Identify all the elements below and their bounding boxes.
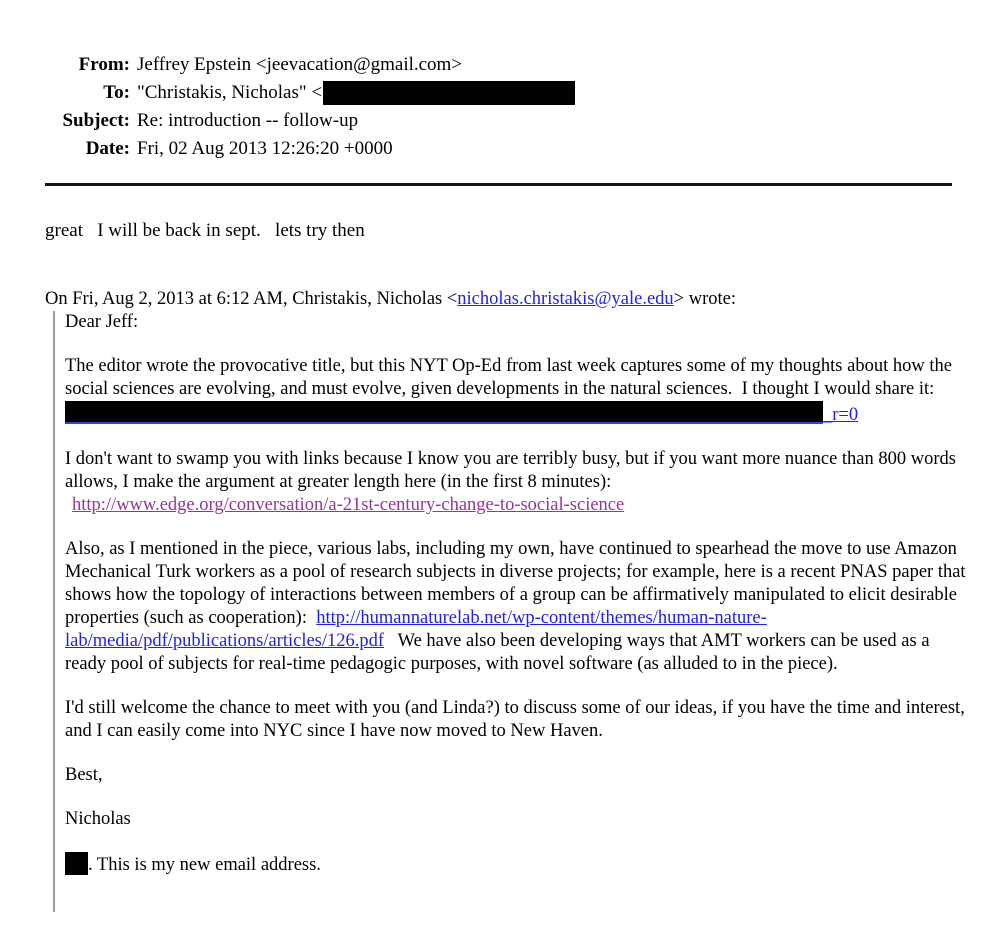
header-field-label: Date: <box>85 138 130 159</box>
header-row-subject <box>0 107 1000 135</box>
closing: Best, <box>65 765 103 785</box>
sender-email-link[interactable]: nicholas.christakis@yale.edu <box>457 289 674 309</box>
reply-text: great I will be back in sept. lets try then <box>45 220 365 241</box>
pnas-pdf-link[interactable]: http://humannaturelab.net/wp-content/themes/human-nature-lab/media/pdf/publications/articles/126.pdf <box>65 608 767 651</box>
header-field-label: Subject: <box>62 110 130 131</box>
quote-attribution <box>45 288 980 311</box>
greeting: Dear Jeff: <box>65 312 139 332</box>
paragraph-amt <box>65 538 970 676</box>
header-divider <box>45 183 952 186</box>
paragraph-meeting: I'd still welcome the chance to meet with you (and Linda?) to discuss some of our ideas, if you have the time and interest, and I can easily come into NYC since I have now moved to New Haven. <box>65 698 970 741</box>
redaction-bar <box>65 401 823 424</box>
paragraph-text: I don't want to swamp you with links because I know you are terribly busy, but if you want more nuance than 800 words allows, I make the argument at greater length here (in the first 8 minutes): <box>65 449 961 492</box>
header-field-value <box>137 79 575 107</box>
attribution-suffix: > wrote: <box>673 289 736 309</box>
ps-line <box>65 852 970 877</box>
paragraph-text: We have also been developing ways that AMT workers can be used as a ready pool of subjects for real-time pedagogic purposes, with novel software (as alluded to in the piece). <box>65 631 935 674</box>
header-field-value: Re: introduction -- follow-up <box>137 110 359 131</box>
redaction-square <box>65 852 88 875</box>
paragraph-text: Also, as I mentioned in the piece, various labs, including my own, have continued to spearhead the move to use Amazon Mechanical Turk workers as a pool of research subjects in diverse projects; for example, here is a recent PNAS paper that shows how the topology of interactions between members of a group can be affirmatively manipulated to elicit desirable properties (such as cooperation): <box>65 539 971 628</box>
header-field-label: To: <box>103 82 130 103</box>
header-row-to <box>0 79 1000 107</box>
to-value-text: "Christakis, Nicholas" < <box>137 82 323 103</box>
header-field-value: Jeffrey Epstein <jeevacation@gmail.com> <box>137 54 463 75</box>
header-row-date <box>0 135 1000 163</box>
edge-link-line <box>65 494 970 517</box>
email-header <box>0 51 1000 163</box>
paragraph-nyt-oped <box>65 355 970 427</box>
redaction-bar <box>323 81 575 105</box>
ps-text: . This is my new email address. <box>88 855 321 875</box>
header-row-from <box>0 51 1000 79</box>
paragraph-edge <box>65 448 970 517</box>
redacted-url-tail-link[interactable]: _r=0 <box>823 405 859 425</box>
paragraph-text: The editor wrote the provocative title, but this NYT Op-Ed from last week captures some of my thoughts about how the social sciences are evolving, and must evolve, given developments in the natural sciences. I thought I would share it: <box>65 356 957 399</box>
header-field-label: From: <box>78 54 130 75</box>
header-field-value: Fri, 02 Aug 2013 12:26:20 +0000 <box>137 138 393 159</box>
edge-conversation-link[interactable]: http://www.edge.org/conversation/a-21st-century-change-to-social-science <box>72 495 625 515</box>
signature: Nicholas <box>65 809 131 829</box>
attribution-prefix: On Fri, Aug 2, 2013 at 6:12 AM, Christakis, Nicholas < <box>45 289 458 309</box>
quoted-message <box>53 311 970 912</box>
